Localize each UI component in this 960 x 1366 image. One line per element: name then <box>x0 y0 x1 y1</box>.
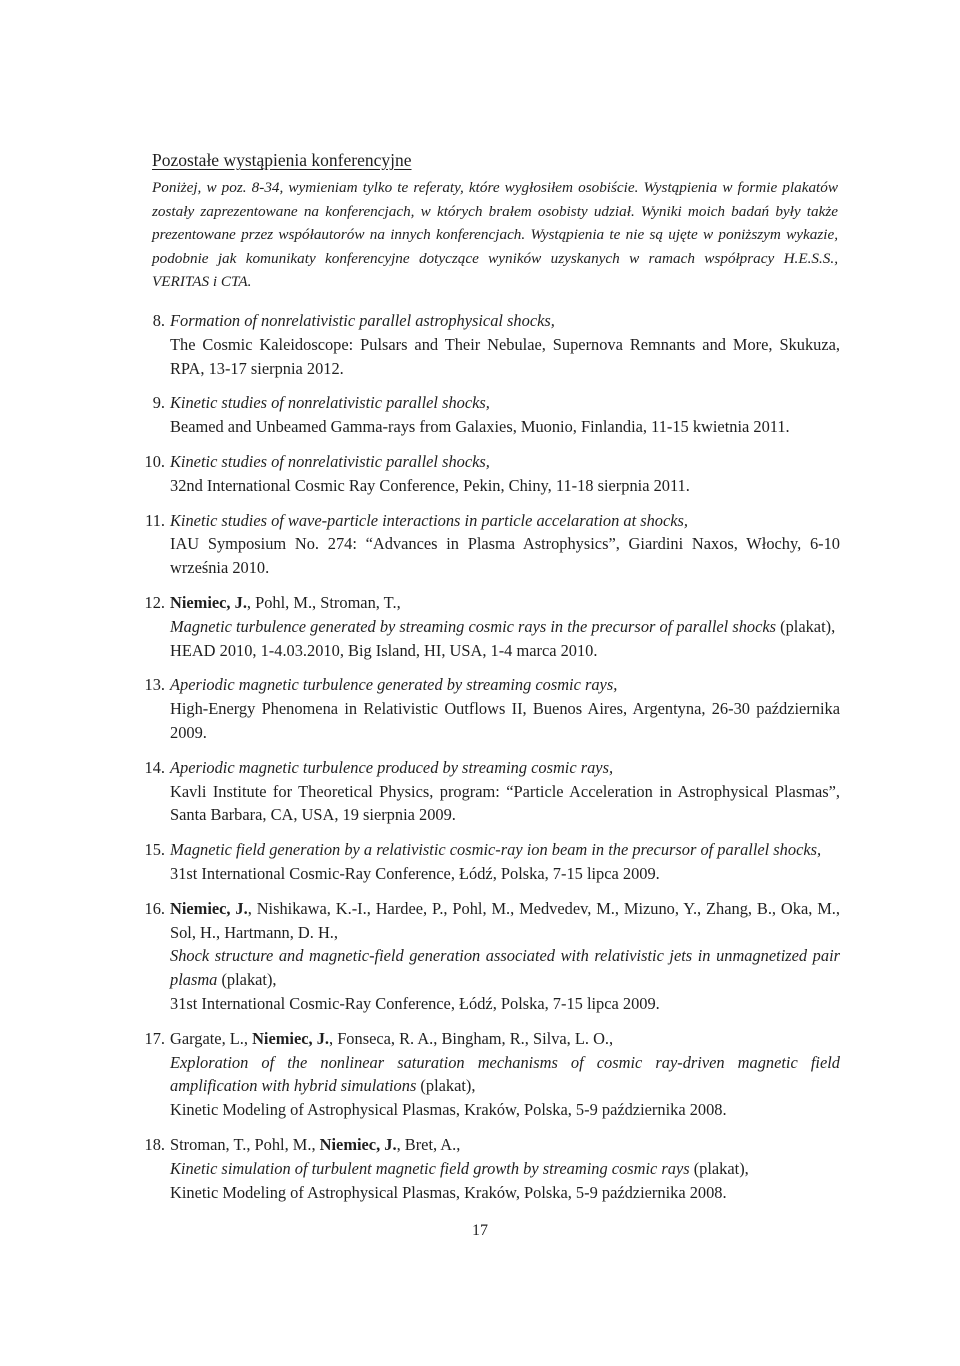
entry-title: Kinetic studies of nonrelativistic parallel shocks, <box>170 393 490 413</box>
list-item <box>118 591 840 662</box>
entry-title-suffix: (plakat), <box>416 1076 476 1096</box>
entry-venue: Kavli Institute for Theoretical Physics, program: “Particle Acceleration in Astrophysical Plasmas”, Santa Barbara, CA, USA, 19 sierpnia 2009. <box>170 781 840 825</box>
entry-body <box>170 509 840 580</box>
entry-venue: Beamed and Unbeamed Gamma-rays from Galaxies, Muonio, Finlandia, 11-15 kwietnia 2011. <box>170 417 790 437</box>
entry-title-suffix: (plakat), <box>689 1158 749 1178</box>
entry-venue: 31st International Cosmic-Ray Conference, Łódź, Polska, 7-15 lipca 2009. <box>170 863 660 883</box>
entry-title: Kinetic studies of wave-particle interactions in particle accelaration at shocks, <box>170 510 689 530</box>
entry-title-line <box>170 1051 840 1099</box>
list-item <box>118 1133 840 1204</box>
entry-authors <box>170 1133 840 1157</box>
entry-title: Magnetic turbulence generated by streaming cosmic rays in the precursor of parallel shocks <box>170 616 777 636</box>
entry-title-line <box>170 838 840 862</box>
entry-authors-bold: Niemiec, J. <box>319 1134 397 1154</box>
entry-number: 10. <box>144 451 165 471</box>
list-item <box>118 897 840 1016</box>
entry-number: 12. <box>144 592 165 612</box>
entry-title: Kinetic simulation of turbulent magnetic field growth by streaming cosmic rays <box>170 1158 690 1178</box>
entry-venue: HEAD 2010, 1-4.03.2010, Big Island, HI, USA, 1-4 marca 2010. <box>170 640 598 660</box>
entry-venue: IAU Symposium No. 274: “Advances in Plasma Astrophysics”, Giardini Naxos, Włochy, 6-10 września 2010. <box>170 534 840 578</box>
entry-title-line <box>170 615 840 639</box>
entry-body <box>170 391 840 439</box>
entry-authors-pre: Stroman, T., Pohl, M., <box>170 1134 320 1154</box>
list-item <box>118 673 840 744</box>
entry-venue: 31st International Cosmic-Ray Conference, Łódź, Polska, 7-15 lipca 2009. <box>170 993 660 1013</box>
entry-body <box>170 897 840 1016</box>
entry-authors-bold: Niemiec, J. <box>170 592 247 612</box>
entry-venue: The Cosmic Kaleidoscope: Pulsars and Their Nebulae, Supernova Remnants and More, Skukuza, RPA, 13-17 sierpnia 2012. <box>170 334 840 378</box>
entry-number: 8. <box>152 311 165 330</box>
list-item <box>118 450 840 498</box>
entry-number: 11. <box>145 510 165 530</box>
entry-body <box>170 838 840 886</box>
page-number: 17 <box>472 1222 488 1239</box>
entry-body <box>170 673 840 744</box>
entry-authors-pre: Gargate, L., <box>170 1028 253 1048</box>
entry-number: 14. <box>144 757 165 777</box>
list-item <box>118 756 840 827</box>
section-heading: Pozostałe wystąpienia konferencyjne <box>152 150 412 170</box>
entry-title: Exploration of the nonlinear saturation mechanisms of cosmic ray-driven magnetic field amplification with hybrid simulations <box>170 1052 840 1096</box>
entry-title-suffix: (plakat), <box>776 616 836 636</box>
entry-authors-bold: Niemiec, J. <box>252 1028 329 1048</box>
entry-venue: 32nd International Cosmic Ray Conference, Pekin, Chiny, 11-18 sierpnia 2011. <box>170 475 690 495</box>
entry-number: 17. <box>144 1028 165 1048</box>
entry-authors-post: , Bret, A., <box>396 1134 461 1154</box>
entry-authors-post: , Fonseca, R. A., Bingham, R., Silva, L. O., <box>329 1028 614 1048</box>
entry-authors-post: , Nishikawa, K.-I., Hardee, P., Pohl, M., Medvedev, M., Mizuno, Y., Zhang, B., Oka, M., Sol, H., Hartmann, D. H., <box>170 898 840 942</box>
entry-title-line <box>170 1157 840 1181</box>
section-intro: Poniżej, w poz. 8-34, wymieniam tylko te referaty, które wygłosiłem osobiście. Wystąpienia w formie plakatów zostały zaprezentowane na konferencjach, w których brałem osobisty udział. Wyniki moich badań były także prezentowane przez współautorów na innych konferencjach. Wystąpienia te nie są ujęte w poniższym wykazie, podobnie jak komunikaty konferencyjne dotyczące wyników uzyskanych w ramach współpracy H.E.S.S., VERITAS i CTA. <box>152 179 838 290</box>
entry-title-suffix: (plakat), <box>217 970 277 990</box>
entry-venue: High-Energy Phenomena in Relativistic Outflows II, Buenos Aires, Argentyna, 26-30 października 2009. <box>170 699 840 742</box>
entry-body <box>170 309 840 380</box>
entry-authors <box>170 897 840 945</box>
entry-body <box>170 1133 840 1204</box>
entry-authors-bold: Niemiec, J. <box>170 898 248 918</box>
entry-title-line <box>170 944 840 992</box>
entry-body <box>170 450 840 498</box>
conference-list <box>118 309 840 1215</box>
entry-number: 18. <box>144 1134 165 1154</box>
entry-venue: Kinetic Modeling of Astrophysical Plasmas, Kraków, Polska, 5-9 października 2008. <box>170 1182 727 1202</box>
entry-title: Formation of nonrelativistic parallel astrophysical shocks, <box>170 311 555 330</box>
entry-title-line <box>170 673 840 697</box>
list-item <box>118 509 840 580</box>
list-item <box>118 391 840 439</box>
entry-title: Shock structure and magnetic-field generation associated with relativistic jets in unmagnetized pair plasma <box>170 946 840 990</box>
entry-title-line <box>170 309 840 333</box>
list-item <box>118 1027 840 1122</box>
entry-title-line <box>170 391 840 415</box>
entry-number: 16. <box>144 898 165 918</box>
entry-title: Magnetic field generation by a relativistic cosmic-ray ion beam in the precursor of parallel shocks, <box>170 840 822 860</box>
entry-title-line <box>170 756 840 780</box>
entry-body <box>170 1027 840 1122</box>
entry-title: Aperiodic magnetic turbulence produced by streaming cosmic rays, <box>170 757 614 777</box>
entry-body <box>170 591 840 662</box>
list-item <box>118 309 840 380</box>
entry-title: Aperiodic magnetic turbulence generated by streaming cosmic rays, <box>170 675 618 695</box>
entry-body <box>170 756 840 827</box>
entry-authors-post: , Pohl, M., Stroman, T., <box>246 592 401 612</box>
entry-title: Kinetic studies of nonrelativistic parallel shocks, <box>170 451 490 471</box>
entry-title-line <box>170 450 840 474</box>
entry-venue: Kinetic Modeling of Astrophysical Plasmas, Kraków, Polska, 5-9 października 2008. <box>170 1100 727 1120</box>
entry-number: 9. <box>152 393 165 413</box>
list-item <box>118 838 840 886</box>
entry-number: 13. <box>144 675 165 695</box>
entry-authors <box>170 1027 840 1051</box>
entry-authors <box>170 591 840 615</box>
entry-number: 15. <box>144 840 165 860</box>
entry-title-line <box>170 509 840 533</box>
